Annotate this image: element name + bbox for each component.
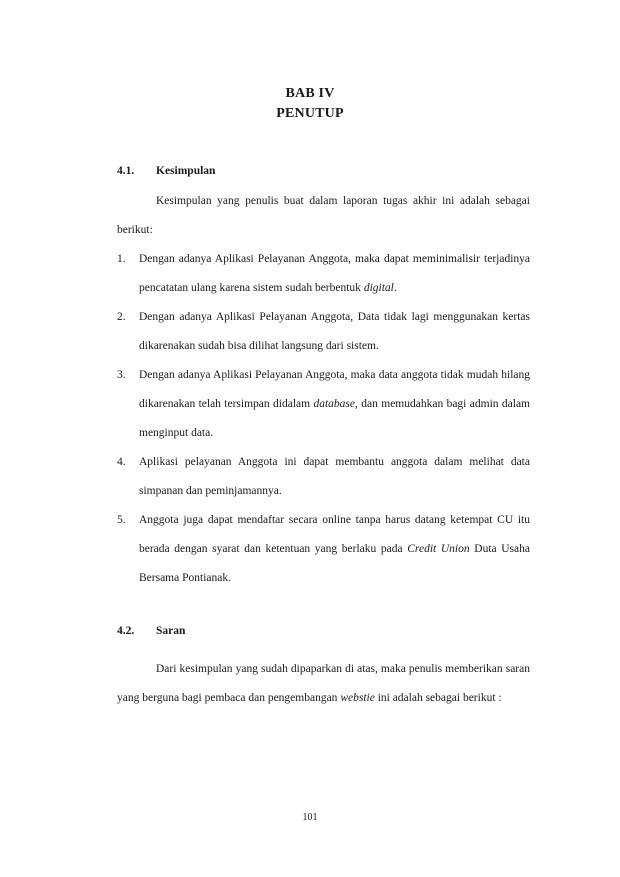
page-number: 101 bbox=[302, 812, 318, 823]
list-item bbox=[117, 245, 530, 303]
list-item bbox=[117, 448, 530, 506]
paragraph-emphasis: webstie bbox=[340, 692, 375, 704]
section-title: Kesimpulan bbox=[156, 165, 216, 177]
conclusion-intro: Kesimpulan yang penulis buat dalam laporan tugas akhir ini adalah sebagai berikut: bbox=[117, 195, 530, 236]
section-title: Saran bbox=[156, 625, 186, 637]
list-item-emphasis: database bbox=[313, 398, 355, 410]
list-item-number: 4. bbox=[117, 456, 126, 468]
chapter-number: BAB IV bbox=[285, 86, 335, 101]
list-item bbox=[117, 303, 530, 361]
list-item-emphasis: digital bbox=[363, 282, 394, 294]
list-item-number: 5. bbox=[117, 514, 126, 526]
conclusion-list bbox=[117, 245, 530, 593]
list-item-text: Aplikasi pelayanan Anggota ini dapat membantu anggota dalam melihat data simpanan dan peminjamannya. bbox=[139, 456, 530, 497]
list-item-number: 3. bbox=[117, 369, 126, 381]
list-item bbox=[117, 361, 530, 448]
suggestion-paragraph bbox=[117, 655, 530, 713]
list-item-emphasis: Credit Union bbox=[407, 543, 470, 555]
list-item-text-end: Duta Usaha Bersama Pontianak. bbox=[139, 543, 530, 584]
paragraph-text: Dari kesimpulan yang sudah dipaparkan di atas, maka penulis memberikan saran yang berguna bagi pembaca dan pengembangan bbox=[117, 663, 530, 704]
list-item-text: Dengan adanya Aplikasi Pelayanan Anggota, maka data anggota tidak mudah hilang dikarenakan telah tersimpan didalam bbox=[139, 369, 530, 410]
list-item-text-end: . bbox=[393, 282, 397, 294]
section-number: 4.1. bbox=[117, 165, 135, 177]
paragraph-text-end: ini adalah sebagai berikut : bbox=[374, 692, 502, 704]
list-item-text: Dengan adanya Aplikasi Pelayanan Anggota, maka dapat meminimalisir terjadinya pencatatan ulang karena sistem sudah berbentuk bbox=[139, 253, 530, 294]
list-item-number: 1. bbox=[117, 253, 126, 265]
list-item-text: Anggota juga dapat mendaftar secara online tanpa harus datang ketempat CU itu berada dengan syarat dan ketentuan yang berlaku pada bbox=[139, 514, 530, 555]
section-number: 4.2. bbox=[117, 625, 135, 637]
list-item-text-end: , dan memudahkan bagi admin dalam menginput data. bbox=[139, 398, 530, 439]
list-item bbox=[117, 506, 530, 593]
list-item-text: Dengan adanya Aplikasi Pelayanan Anggota, Data tidak lagi menggunakan kertas dikarenakan sudah bisa dilihat langsung dari sistem. bbox=[139, 311, 530, 352]
chapter-title: PENUTUP bbox=[276, 106, 344, 121]
list-item-number: 2. bbox=[117, 311, 126, 323]
